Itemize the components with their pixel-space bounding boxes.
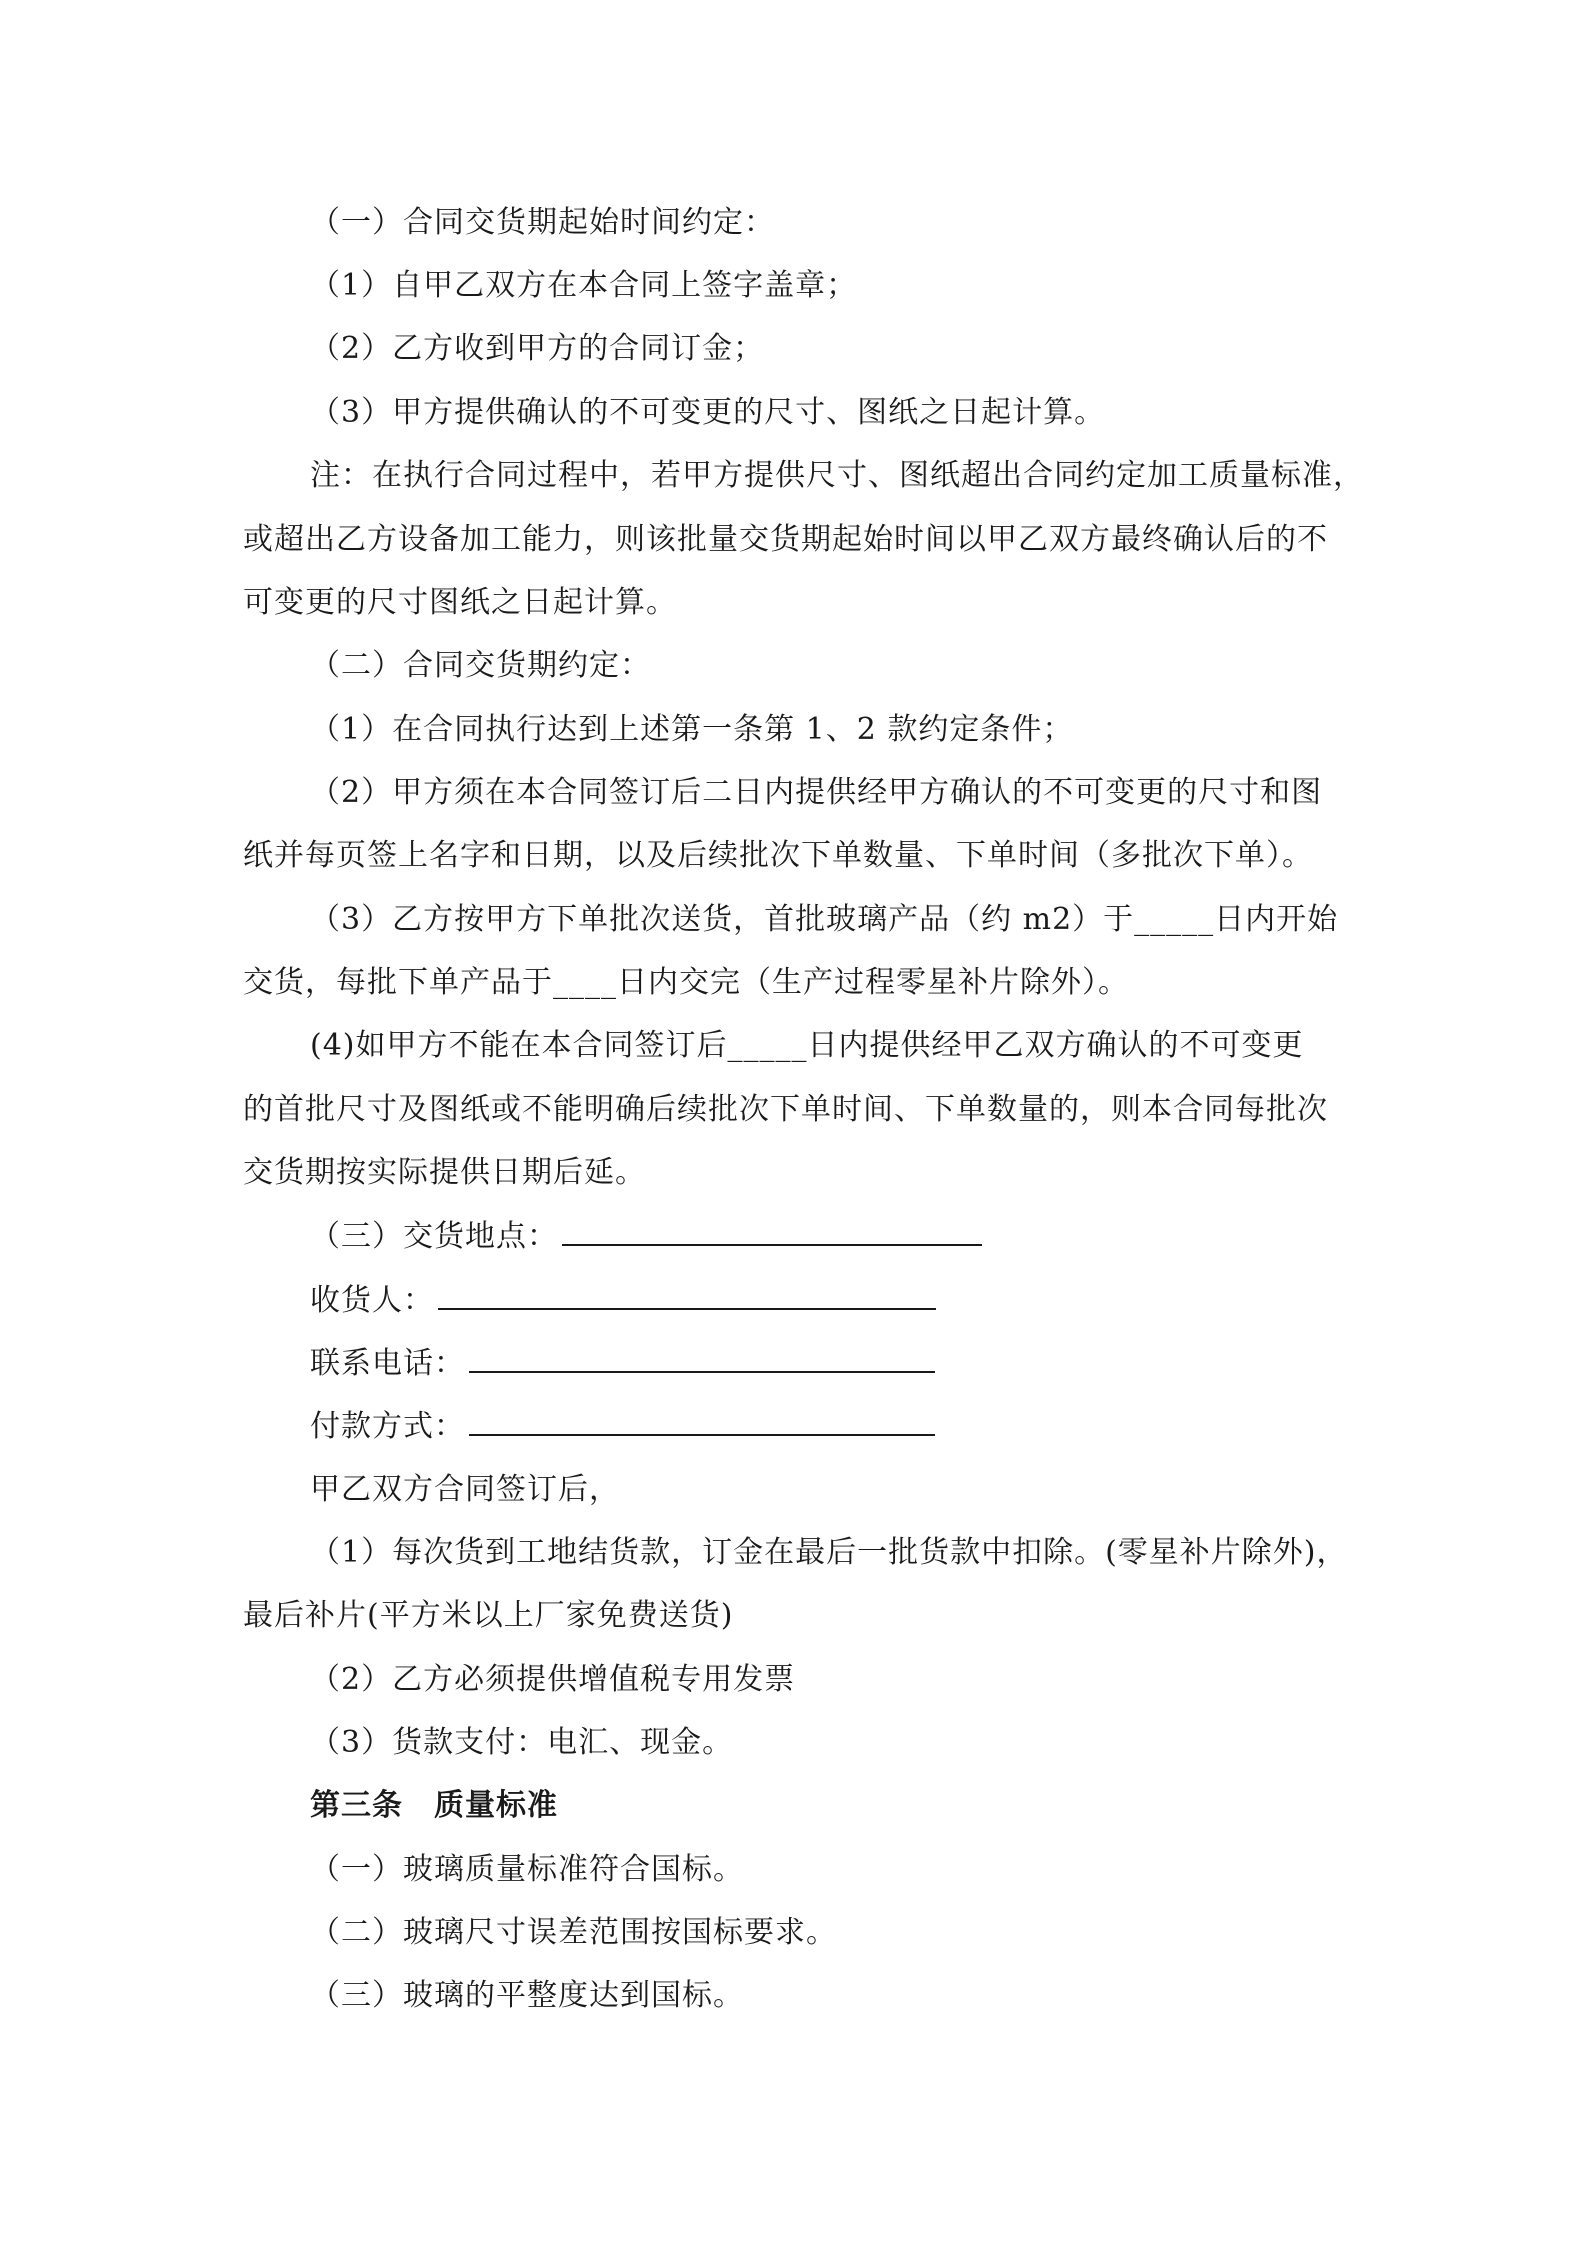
consignee-blank <box>438 1282 936 1310</box>
section-2-item-1: （1）在合同执行达到上述第一条第 1、2 款约定条件； <box>310 712 1074 747</box>
section-2-item-4-line-1: (4)如甲方不能在本合同签订后_____日内提供经甲乙双方确认的不可变更 <box>310 1028 1304 1063</box>
quality-item-2: （二）玻璃尺寸误差范围按国标要求。 <box>310 1915 837 1950</box>
section-1-note-line-2: 或超出乙方设备加工能力，则该批量交货期起始时间以甲乙双方最终确认后的不 <box>243 522 1328 557</box>
section-2-item-2-line-2: 纸并每页签上名字和日期，以及后续批次下单数量、下单时间（多批次下单）。 <box>243 838 1313 873</box>
section-2-heading: （二）合同交货期约定： <box>310 648 651 683</box>
phone-blank <box>469 1345 935 1373</box>
consignee-label: 收货人： <box>310 1283 434 1318</box>
section-2-item-2-line-1: （2）甲方须在本合同签订后二日内提供经甲方确认的不可变更的尺寸和图 <box>310 775 1323 810</box>
section-2-item-3-line-2: 交货，每批下单产品于____日内交完（生产过程零星补片除外）。 <box>243 965 1129 1000</box>
payment-item-2: （2）乙方必须提供增值税专用发票 <box>310 1662 796 1697</box>
payment-item-1-line-1: （1）每次货到工地结货款，订金在最后一批货款中扣除。(零星补片除外)， <box>310 1535 1348 1570</box>
delivery-place-row <box>310 1218 982 1255</box>
section-1-item-2: （2）乙方收到甲方的合同订金； <box>310 331 765 366</box>
section-1-item-3: （3）甲方提供确认的不可变更的尺寸、图纸之日起计算。 <box>310 395 1106 430</box>
consignee-row <box>310 1282 936 1319</box>
phone-row <box>310 1345 935 1382</box>
delivery-place-label: （三）交货地点： <box>310 1219 558 1254</box>
section-2-item-4-line-2: 的首批尺寸及图纸或不能明确后续批次下单时间、下单数量的，则本合同每批次 <box>243 1092 1328 1127</box>
phone-label: 联系电话： <box>310 1346 465 1381</box>
section-1-heading: （一）合同交货期起始时间约定： <box>310 205 775 240</box>
section-2-item-4-line-3: 交货期按实际提供日期后延。 <box>243 1155 646 1190</box>
article-3-title: 第三条 质量标准 <box>310 1788 558 1823</box>
payment-item-1-line-2: 最后补片(平方米以上厂家免费送货) <box>243 1598 734 1633</box>
payment-item-3: （3）货款支付：电汇、现金。 <box>310 1725 734 1760</box>
payment-method-row <box>310 1408 935 1445</box>
delivery-place-blank <box>562 1218 982 1246</box>
after-signing-text: 甲乙双方合同签订后， <box>310 1472 620 1507</box>
section-2-item-3-line-1: （3）乙方按甲方下单批次送货，首批玻璃产品（约 m2）于_____日内开始 <box>310 902 1339 937</box>
section-1-note-line-1: 注：在执行合同过程中，若甲方提供尺寸、图纸超出合同约定加工质量标准， <box>310 458 1364 493</box>
quality-item-1: （一）玻璃质量标准符合国标。 <box>310 1852 744 1887</box>
quality-item-3: （三）玻璃的平整度达到国标。 <box>310 1978 744 2013</box>
section-1-item-1: （1）自甲乙双方在本合同上签字盖章； <box>310 268 858 303</box>
payment-method-label: 付款方式： <box>310 1409 465 1444</box>
section-1-note-line-3: 可变更的尺寸图纸之日起计算。 <box>243 585 677 620</box>
payment-method-blank <box>469 1408 935 1436</box>
